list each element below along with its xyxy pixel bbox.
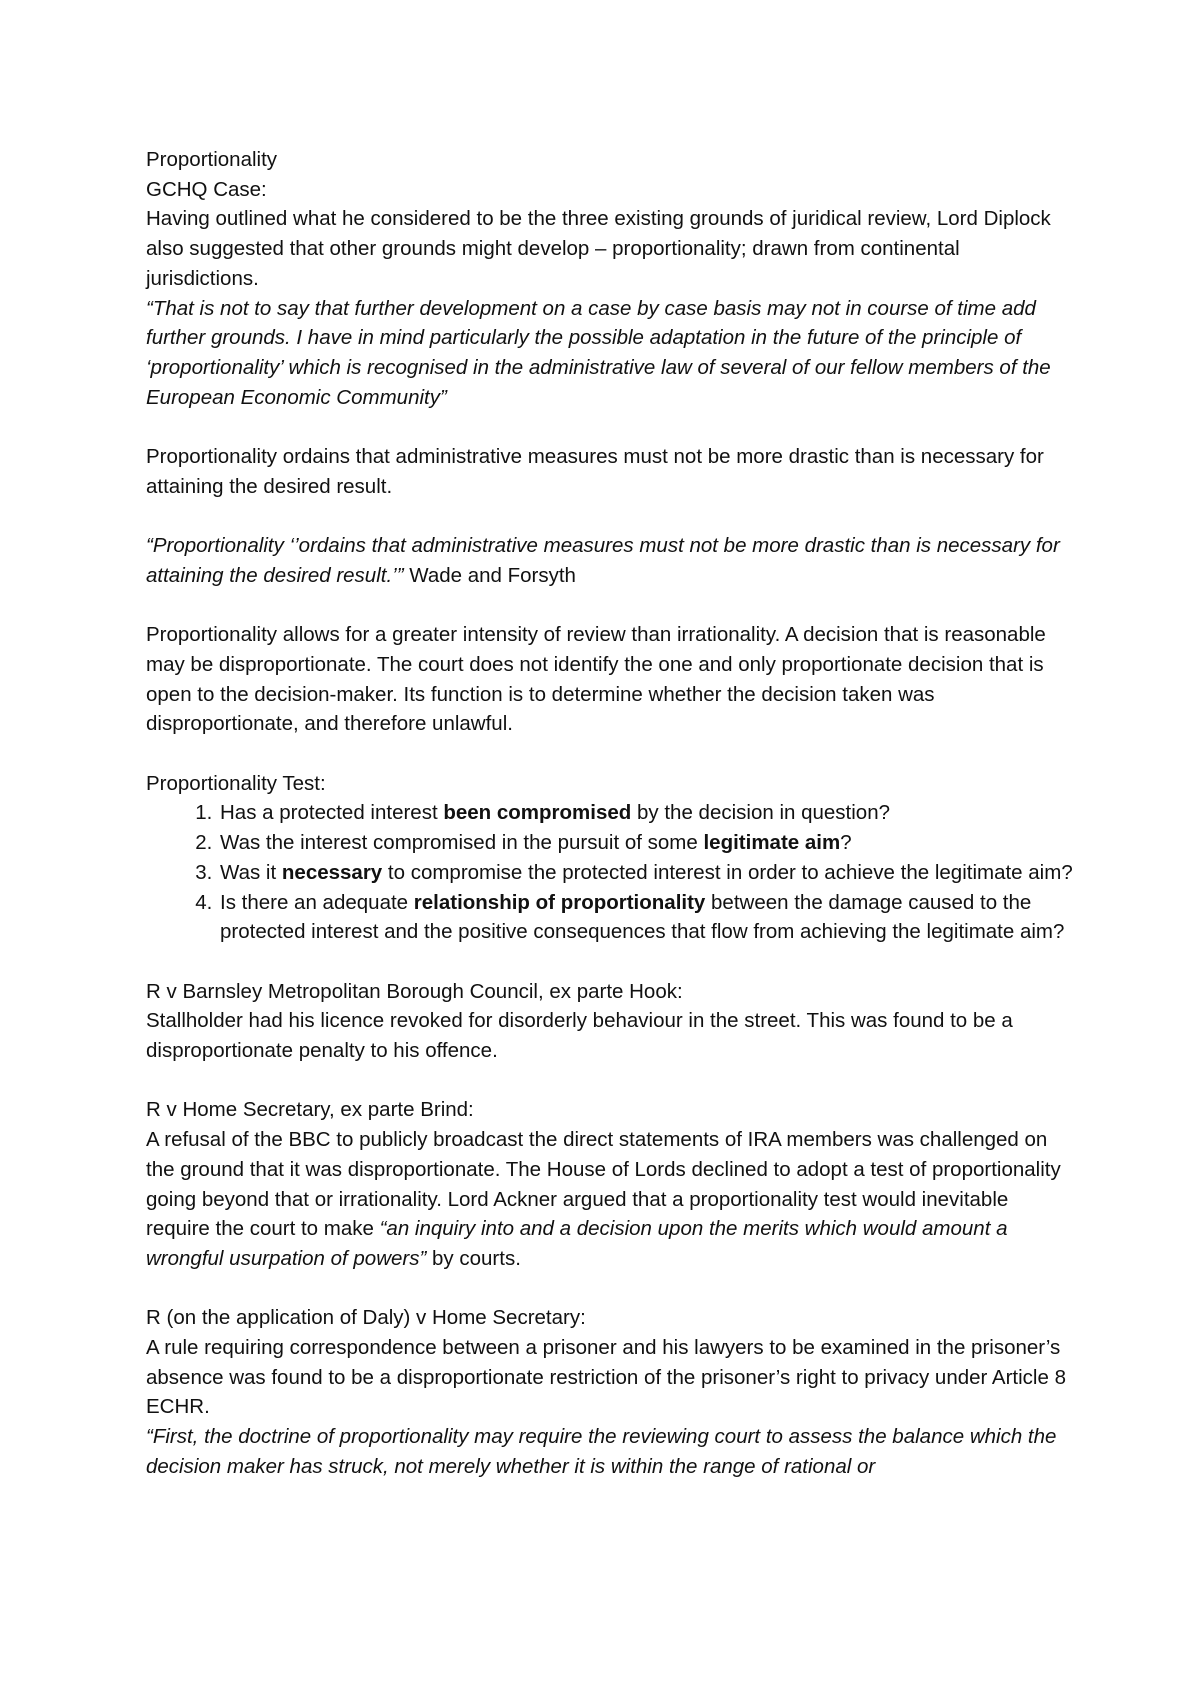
brind-heading: R v Home Secretary, ex parte Brind: [146, 1098, 474, 1122]
proportionality-test-list [146, 798, 1076, 947]
spacer [146, 591, 1076, 621]
spacer [146, 1274, 1076, 1304]
gchq-heading: GCHQ Case: [146, 177, 267, 201]
spacer [146, 501, 1076, 531]
hook-heading: R v Barnsley Metropolitan Borough Council, ex parte Hook: [146, 979, 683, 1003]
spacer [146, 947, 1076, 977]
ordains-paragraph: Proportionality ordains that administrative measures must not be more drastic than is necessary for attaining the desired result. [146, 445, 1044, 498]
brind-body: A refusal of the BBC to publicly broadcast the direct statements of IRA members was challenged on the ground that it was disproportionate. The House of Lords declined to adopt a test of proportionality going beyond that or irrationality. Lord Ackner argued that a proportionality test would inevitable require the court to make [146, 1128, 1061, 1241]
brind-paragraph [146, 1125, 1076, 1274]
gchq-quote: “That is not to say that further development on a case by case basis may not in course of time add further grounds. I have in mind particularly the possible adaptation in the future of the principle of ‘proportionality’ which is recognised in the administrative law of several of our fellow members of the European Economic Community” [146, 296, 1051, 409]
list-item: 3. Was it necessary to compromise the protected interest in order to achieve the legitimate aim? [218, 858, 1076, 888]
spacer [146, 1066, 1076, 1096]
test-heading: Proportionality Test: [146, 771, 326, 795]
list-item: 2. Was the interest compromised in the pursuit of some legitimate aim? [218, 828, 1076, 858]
wade-attribution: Wade and Forsyth [403, 563, 576, 587]
daly-body: A rule requiring correspondence between a prisoner and his lawyers to be examined in the prisoner’s absence was found to be a disproportionate restriction of the prisoner’s right to privacy under Article 8 ECHR. [146, 1336, 1066, 1419]
list-item: 4. Is there an adequate relationship of proportionality between the damage caused to the protected interest and the positive consequences that flow from achieving the legitimate aim? [218, 888, 1076, 947]
spacer [146, 412, 1076, 442]
daly-heading: R (on the application of Daly) v Home Secretary: [146, 1306, 586, 1330]
gchq-body: Having outlined what he considered to be the three existing grounds of juridical review, Lord Diplock also suggested that other grounds might develop – proportionality; drawn from continental jurisdictions. [146, 207, 1051, 290]
hook-body: Stallholder had his licence revoked for disorderly behaviour in the street. This was found to be a disproportionate penalty to his offence. [146, 1009, 1013, 1063]
daly-quote: “First, the doctrine of proportionality may require the reviewing court to assess the balance which the decision maker has struck, not merely whether it is within the range of rational or [146, 1425, 1057, 1478]
spacer [146, 739, 1076, 769]
list-item: 1. Has a protected interest been compromised by the decision in question? [218, 798, 1076, 828]
wade-forsyth-paragraph [146, 531, 1076, 590]
document-title: Proportionality [146, 148, 278, 171]
brind-tail: by courts. [426, 1246, 521, 1270]
wade-quote: “Proportionality ‘’ordains that administrative measures must not be more drastic than is necessary for attaining the desired result.’” [146, 534, 1060, 587]
intensity-paragraph: Proportionality allows for a greater intensity of review than irrationality. A decision that is reasonable may be disproportionate. The court does not identify the one and only proportionate decision that is open to the decision-maker. Its function is to determine whether the decision taken was disproportionate, and therefore unlawful. [146, 623, 1046, 736]
document-page [146, 145, 1076, 1482]
brind-quote: “an inquiry into and a decision upon the merits which would amount a wrongful usurpation of powers” [146, 1217, 1008, 1270]
